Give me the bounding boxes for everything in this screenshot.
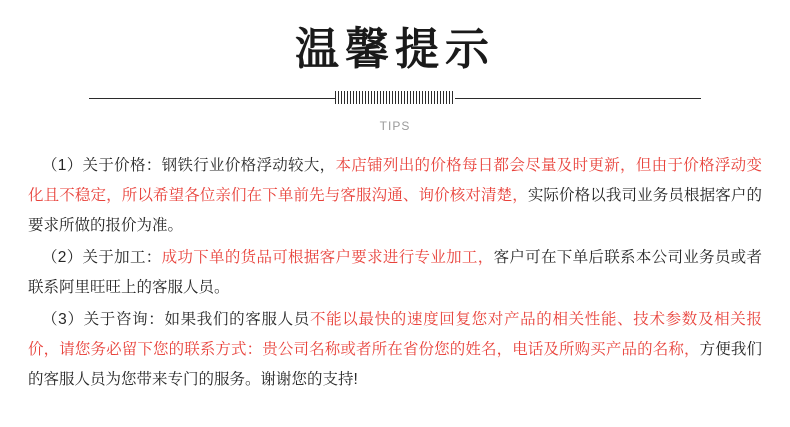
note-text: 如果我们的客服人员 (164, 311, 310, 328)
note-paragraph (28, 305, 762, 395)
note-paragraph (28, 243, 762, 303)
note-label: 关于加工： (82, 249, 162, 266)
note-text: 客户可在下单后联系本公司业务员或者联系阿里旺旺上的客服人员。 (28, 249, 762, 296)
dashed-rule-ornament-icon (335, 91, 455, 104)
divider (89, 91, 701, 105)
note-marker: （3） (42, 311, 84, 328)
header (0, 0, 790, 133)
note-text: 方便我们的客服人员为您带来专门的服务。谢谢您的支持! (28, 341, 762, 388)
note-paragraph (28, 151, 762, 241)
note-marker: （2） (42, 249, 83, 266)
note-marker: （1） (42, 157, 83, 174)
note-text-highlight: 不能以最快的速度回复您对产品的相关性能、技术参数及相关报价，请您务必留下您的联系方式：贵公司名称或者所在省份您的姓名，电话及所购买产品的名称， (28, 311, 762, 358)
note-text: 实际价格以我司业务员根据客户的要求所做的报价为准。 (28, 187, 762, 234)
note-text: 钢铁行业价格浮动较大， (161, 157, 336, 174)
notes-list (28, 151, 762, 395)
note-label: 关于价格： (82, 157, 162, 174)
subtitle: TIPS (379, 119, 411, 133)
page-title: 温馨提示 (295, 24, 495, 75)
note-label: 关于咨询： (83, 311, 165, 328)
note-text-highlight: 成功下单的货品可根据客户要求进行专业加工， (161, 249, 494, 266)
note-text-highlight: 本店铺列出的价格每日都会尽量及时更新，但由于价格浮动变化且不稳定，所以希望各位亲们在下单前先与客服沟通、询价核对清楚， (28, 157, 762, 204)
